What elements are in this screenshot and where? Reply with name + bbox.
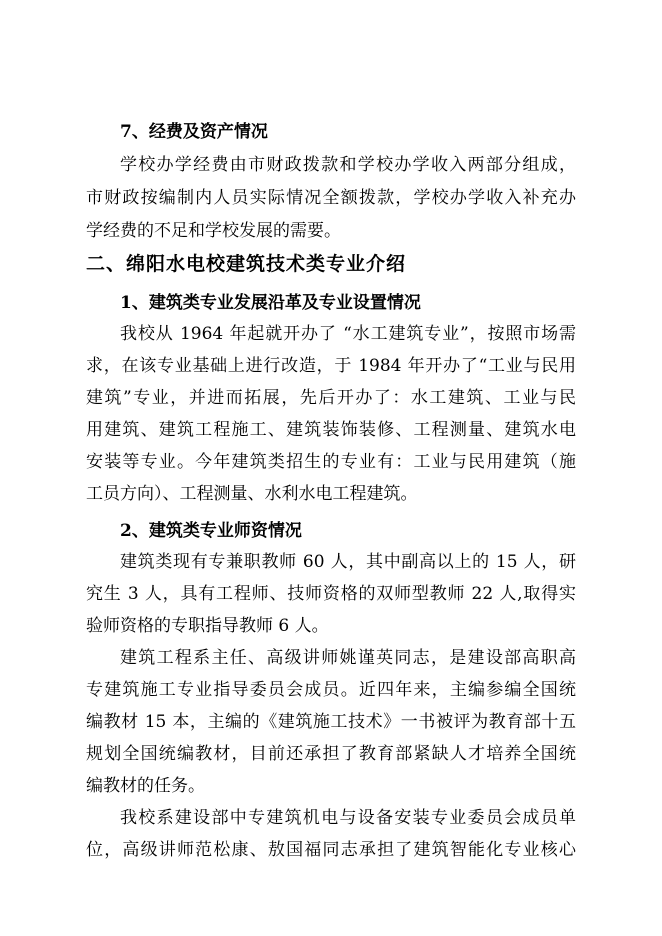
paragraph-line: 编教材 15 本，主编的《建筑施工技术》一书被评为教育部十五 <box>86 712 576 732</box>
subsection-1-heading: 1、建筑类专业发展沿革及专业设置情况 <box>120 293 421 313</box>
paragraph-line: 建筑”专业，并进而拓展，先后开办了：水工建筑、工业与民 <box>86 388 576 408</box>
subsection-2-heading: 2、建筑类专业师资情况 <box>120 521 302 541</box>
paragraph-line: 我校系建设部中专建筑机电与设备安装专业委员会成员单 <box>120 808 576 828</box>
paragraph-line: 安装等专业。今年建筑类招生的专业有：工业与民用建筑（施 <box>86 452 576 472</box>
section-7-heading: 7、经费及资产情况 <box>120 122 268 142</box>
paragraph-line: 建筑工程系主任、高级讲师姚谨英同志，是建设部高职高 <box>120 648 576 668</box>
paragraph-line: 市财政按编制内人员实际情况全额拨款，学校办学收入补充办 <box>86 188 576 208</box>
paragraph-line: 究生 3 人，具有工程师、技师资格的双师型教师 22 人,取得实 <box>86 584 576 604</box>
paragraph-line: 我校从 1964 年起就开办了 “水工建筑专业”，按照市场需 <box>120 324 576 344</box>
paragraph-line: 求，在该专业基础上进行改造，于 1984 年开办了“工业与民用 <box>86 356 576 376</box>
paragraph-line: 学经费的不足和学校发展的需要。 <box>86 221 341 241</box>
paragraph-line: 专建筑施工专业指导委员会成员。近四年来，主编参编全国统 <box>86 680 576 700</box>
paragraph-line: 编教材的任务。 <box>86 776 205 796</box>
paragraph-line: 位，高级讲师范松康、敖国福同志承担了建筑智能化专业核心 <box>86 840 576 860</box>
section-2-heading: 二、绵阳水电校建筑技术类专业介绍 <box>86 253 407 275</box>
paragraph-line: 验师资格的专职指导教师 6 人。 <box>86 616 329 636</box>
paragraph-line: 工员方向）、工程测量、水利水电工程建筑。 <box>86 484 418 504</box>
paragraph-line: 学校办学经费由市财政拨款和学校办学收入两部分组成， <box>120 155 576 175</box>
paragraph-line: 用建筑、建筑工程施工、建筑装饰装修、工程测量、建筑水电 <box>86 420 576 440</box>
paragraph-line: 规划全国统编教材，目前还承担了教育部紧缺人才培养全国统 <box>86 744 576 764</box>
paragraph-line: 建筑类现有专兼职教师 60 人，其中副高以上的 15 人，研 <box>120 552 576 572</box>
